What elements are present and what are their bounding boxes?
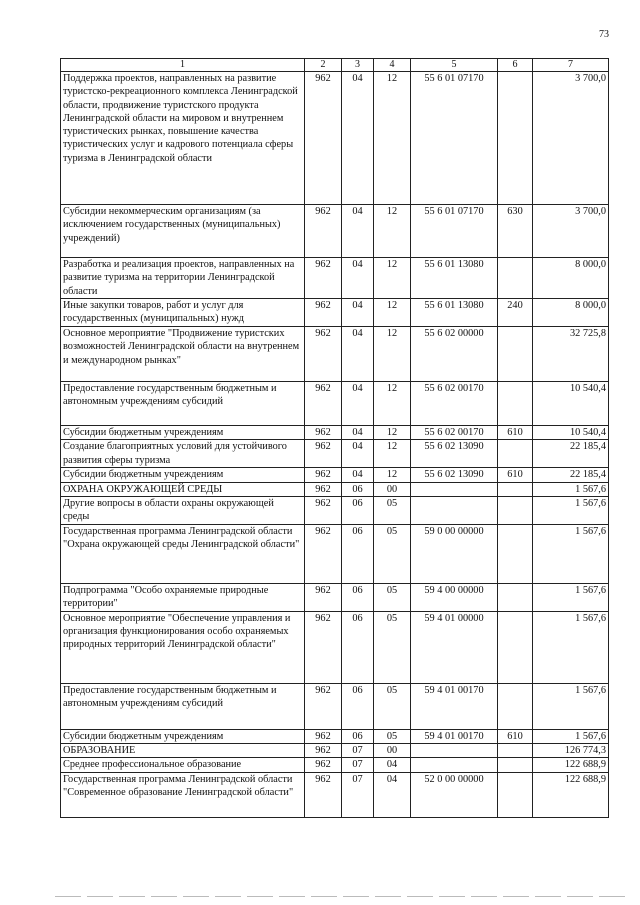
- col-header-7: 7: [533, 59, 609, 72]
- row-expense-type: [498, 758, 533, 772]
- row-amount: 1 567,6: [533, 683, 609, 729]
- row-target-code: 59 0 00 00000: [411, 524, 498, 583]
- row-amount: 32 725,8: [533, 327, 609, 382]
- row-amount: 122 688,9: [533, 758, 609, 772]
- table-row: [61, 524, 609, 583]
- row-ministry-code: 962: [305, 258, 342, 299]
- row-target-code: 55 6 02 00000: [411, 327, 498, 382]
- table-row: [61, 205, 609, 258]
- row-name: Среднее профессиональное образование: [61, 758, 305, 772]
- row-target-code: 52 0 00 00000: [411, 772, 498, 817]
- row-section-code: 04: [342, 205, 374, 258]
- budget-table: [60, 58, 609, 818]
- table-row: [61, 482, 609, 496]
- row-target-code: 55 6 02 00170: [411, 426, 498, 440]
- row-expense-type: [498, 524, 533, 583]
- row-name: Субсидии бюджетным учреждениям: [61, 426, 305, 440]
- row-section-code: 04: [342, 382, 374, 426]
- col-header-4: 4: [374, 59, 411, 72]
- col-header-1: 1: [61, 59, 305, 72]
- row-expense-type: 610: [498, 426, 533, 440]
- row-ministry-code: 962: [305, 205, 342, 258]
- row-amount: 3 700,0: [533, 72, 609, 205]
- col-header-6: 6: [498, 59, 533, 72]
- row-section-code: 07: [342, 744, 374, 758]
- row-subsection-code: 12: [374, 440, 411, 468]
- row-target-code: 55 6 02 13090: [411, 440, 498, 468]
- row-name: Другие вопросы в области охраны окружающей среды: [61, 496, 305, 524]
- table-row: [61, 496, 609, 524]
- row-expense-type: 630: [498, 205, 533, 258]
- row-target-code: 59 4 01 00170: [411, 683, 498, 729]
- table-row: [61, 299, 609, 327]
- row-name: Поддержка проектов, направленных на развитие туристско-рекреационного комплекса Ленинградской области, продвижение туристского продукта Ленинградской области на мировом и внутреннем туристических рынках, повышение качества туристических услуг и кадрового потенциала сферы туризма в Ленинградской области: [61, 72, 305, 205]
- row-amount: 10 540,4: [533, 382, 609, 426]
- table-row: [61, 729, 609, 743]
- row-name: Субсидии бюджетным учреждениям: [61, 729, 305, 743]
- row-name: Иные закупки товаров, работ и услуг для государственных (муниципальных) нужд: [61, 299, 305, 327]
- row-expense-type: [498, 683, 533, 729]
- row-name: Разработка и реализация проектов, направленных на развитие туризма на территории Ленинградской области: [61, 258, 305, 299]
- row-section-code: 04: [342, 72, 374, 205]
- row-subsection-code: 05: [374, 683, 411, 729]
- row-name: Государственная программа Ленинградской области "Охрана окружающей среды Ленинградской области": [61, 524, 305, 583]
- row-amount: 1 567,6: [533, 583, 609, 611]
- row-amount: 126 774,3: [533, 744, 609, 758]
- row-name: Подпрограмма "Особо охраняемые природные территории": [61, 583, 305, 611]
- row-section-code: 06: [342, 611, 374, 683]
- table-row: [61, 72, 609, 205]
- row-target-code: 55 6 01 13080: [411, 258, 498, 299]
- row-section-code: 04: [342, 299, 374, 327]
- row-expense-type: [498, 744, 533, 758]
- row-name: Субсидии бюджетным учреждениям: [61, 468, 305, 482]
- row-ministry-code: 962: [305, 299, 342, 327]
- row-expense-type: [498, 611, 533, 683]
- row-section-code: 06: [342, 583, 374, 611]
- row-amount: 1 567,6: [533, 729, 609, 743]
- row-section-code: 04: [342, 440, 374, 468]
- row-ministry-code: 962: [305, 583, 342, 611]
- table-row: [61, 468, 609, 482]
- row-ministry-code: 962: [305, 758, 342, 772]
- table-row: [61, 382, 609, 426]
- table-row: [61, 583, 609, 611]
- row-name: ОХРАНА ОКРУЖАЮЩЕЙ СРЕДЫ: [61, 482, 305, 496]
- col-header-3: 3: [342, 59, 374, 72]
- row-section-code: 06: [342, 496, 374, 524]
- row-section-code: 04: [342, 327, 374, 382]
- row-amount: 10 540,4: [533, 426, 609, 440]
- row-name: Предоставление государственным бюджетным и автономным учреждениям субсидий: [61, 683, 305, 729]
- row-expense-type: [498, 772, 533, 817]
- col-header-2: 2: [305, 59, 342, 72]
- table-row: [61, 258, 609, 299]
- row-name: Предоставление государственным бюджетным и автономным учреждениям субсидий: [61, 382, 305, 426]
- row-ministry-code: 962: [305, 611, 342, 683]
- row-name: Создание благоприятных условий для устойчивого развития сферы туризма: [61, 440, 305, 468]
- row-amount: 8 000,0: [533, 299, 609, 327]
- page-number: 73: [599, 29, 609, 40]
- row-ministry-code: 962: [305, 468, 342, 482]
- row-ministry-code: 962: [305, 72, 342, 205]
- row-name: Основное мероприятие "Обеспечение управления и организация функционирования особо охраняемых природных территорий Ленинградской области": [61, 611, 305, 683]
- row-ministry-code: 962: [305, 426, 342, 440]
- row-subsection-code: 04: [374, 758, 411, 772]
- row-section-code: 06: [342, 683, 374, 729]
- row-section-code: 07: [342, 772, 374, 817]
- row-amount: 122 688,9: [533, 772, 609, 817]
- col-header-5: 5: [411, 59, 498, 72]
- row-target-code: [411, 496, 498, 524]
- row-amount: 22 185,4: [533, 440, 609, 468]
- row-section-code: 04: [342, 426, 374, 440]
- row-section-code: 06: [342, 482, 374, 496]
- row-target-code: [411, 758, 498, 772]
- row-amount: 3 700,0: [533, 205, 609, 258]
- row-amount: 1 567,6: [533, 524, 609, 583]
- row-ministry-code: 962: [305, 524, 342, 583]
- row-subsection-code: 12: [374, 468, 411, 482]
- table-row: [61, 744, 609, 758]
- row-target-code: 55 6 01 07170: [411, 205, 498, 258]
- row-name: Субсидии некоммерческим организациям (за исключением государственных (муниципальных) учреждений): [61, 205, 305, 258]
- row-subsection-code: 00: [374, 744, 411, 758]
- row-target-code: 55 6 01 07170: [411, 72, 498, 205]
- row-ministry-code: 962: [305, 729, 342, 743]
- row-expense-type: 610: [498, 468, 533, 482]
- table-row: [61, 772, 609, 817]
- row-expense-type: [498, 382, 533, 426]
- row-target-code: 55 6 01 13080: [411, 299, 498, 327]
- row-amount: 22 185,4: [533, 468, 609, 482]
- row-ministry-code: 962: [305, 772, 342, 817]
- row-subsection-code: 05: [374, 496, 411, 524]
- row-expense-type: [498, 72, 533, 205]
- row-expense-type: 610: [498, 729, 533, 743]
- row-subsection-code: 04: [374, 772, 411, 817]
- row-name: Основное мероприятие "Продвижение туристских возможностей Ленинградской области на внутреннем и международном рынках": [61, 327, 305, 382]
- row-subsection-code: 12: [374, 299, 411, 327]
- row-expense-type: [498, 583, 533, 611]
- row-name: Государственная программа Ленинградской области "Современное образование Ленинградской области": [61, 772, 305, 817]
- table-row: [61, 327, 609, 382]
- row-amount: 1 567,6: [533, 496, 609, 524]
- row-subsection-code: 05: [374, 524, 411, 583]
- scan-edge-line: [55, 896, 625, 897]
- row-target-code: 59 4 01 00000: [411, 611, 498, 683]
- row-subsection-code: 05: [374, 729, 411, 743]
- row-section-code: 04: [342, 258, 374, 299]
- row-subsection-code: 12: [374, 205, 411, 258]
- row-expense-type: [498, 482, 533, 496]
- row-ministry-code: 962: [305, 382, 342, 426]
- table-row: [61, 426, 609, 440]
- row-ministry-code: 962: [305, 683, 342, 729]
- row-section-code: 06: [342, 729, 374, 743]
- row-target-code: [411, 482, 498, 496]
- table-row: [61, 758, 609, 772]
- row-expense-type: [498, 496, 533, 524]
- table-row: [61, 683, 609, 729]
- row-target-code: 55 6 02 13090: [411, 468, 498, 482]
- row-section-code: 07: [342, 758, 374, 772]
- row-amount: 8 000,0: [533, 258, 609, 299]
- header-row: [61, 59, 609, 72]
- row-target-code: 59 4 01 00170: [411, 729, 498, 743]
- row-ministry-code: 962: [305, 482, 342, 496]
- row-section-code: 04: [342, 468, 374, 482]
- row-ministry-code: 962: [305, 496, 342, 524]
- row-subsection-code: 05: [374, 611, 411, 683]
- row-amount: 1 567,6: [533, 611, 609, 683]
- row-subsection-code: 12: [374, 327, 411, 382]
- row-expense-type: 240: [498, 299, 533, 327]
- row-section-code: 06: [342, 524, 374, 583]
- row-target-code: 55 6 02 00170: [411, 382, 498, 426]
- row-subsection-code: 12: [374, 258, 411, 299]
- row-name: ОБРАЗОВАНИЕ: [61, 744, 305, 758]
- row-subsection-code: 12: [374, 72, 411, 205]
- row-subsection-code: 12: [374, 382, 411, 426]
- row-target-code: [411, 744, 498, 758]
- row-ministry-code: 962: [305, 327, 342, 382]
- row-expense-type: [498, 327, 533, 382]
- table-row: [61, 440, 609, 468]
- row-expense-type: [498, 258, 533, 299]
- row-subsection-code: 05: [374, 583, 411, 611]
- row-subsection-code: 12: [374, 426, 411, 440]
- row-ministry-code: 962: [305, 744, 342, 758]
- row-target-code: 59 4 00 00000: [411, 583, 498, 611]
- row-subsection-code: 00: [374, 482, 411, 496]
- row-expense-type: [498, 440, 533, 468]
- row-amount: 1 567,6: [533, 482, 609, 496]
- row-ministry-code: 962: [305, 440, 342, 468]
- table-row: [61, 611, 609, 683]
